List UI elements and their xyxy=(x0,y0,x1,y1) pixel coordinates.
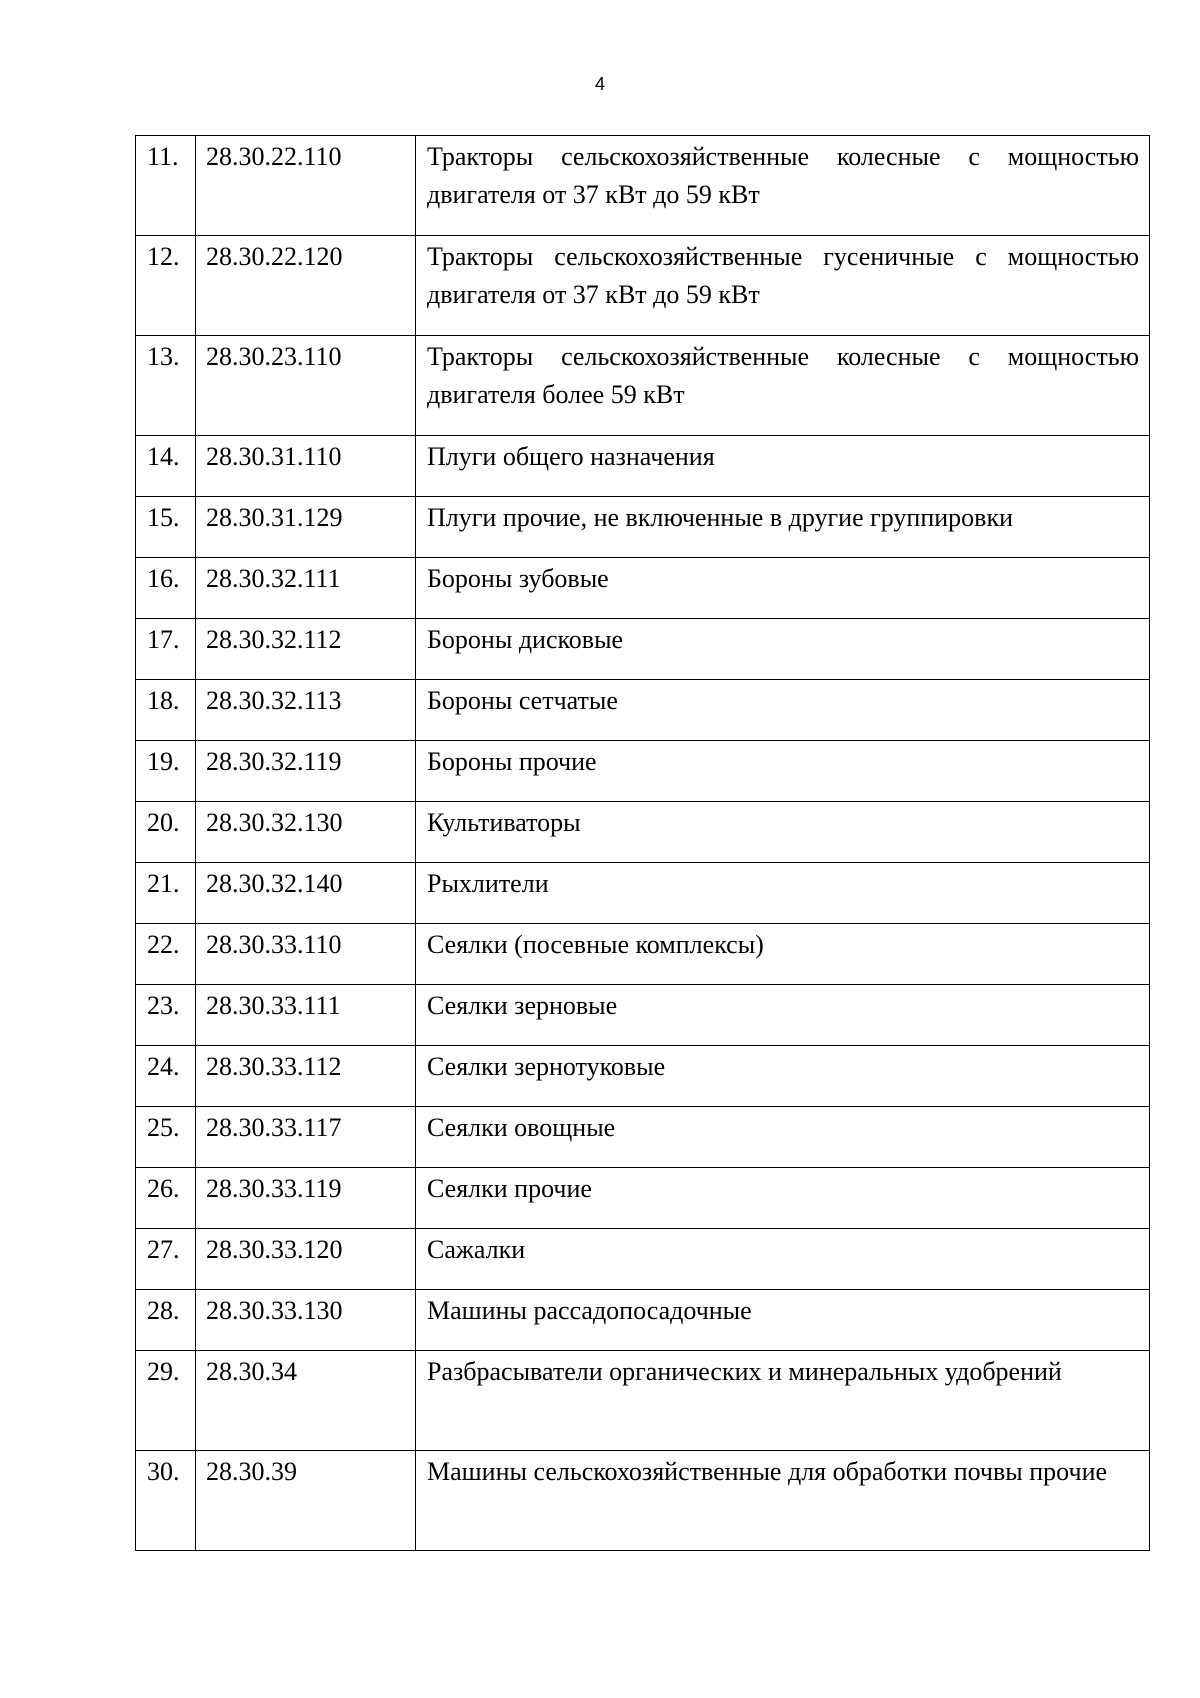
row-description: Тракторы сельскохозяйственные колесные с мощностью двигателя более 59 кВт xyxy=(416,336,1150,436)
row-code: 28.30.33.111 xyxy=(196,985,416,1046)
table-row xyxy=(136,802,1150,863)
row-description: Машины сельскохозяйственные для обработки почвы прочие xyxy=(416,1451,1150,1551)
row-number: 22. xyxy=(136,924,196,985)
table-row xyxy=(136,436,1150,497)
page-number: 4 xyxy=(594,74,605,94)
row-number: 18. xyxy=(136,680,196,741)
row-code: 28.30.33.112 xyxy=(196,1046,416,1107)
row-number: 24. xyxy=(136,1046,196,1107)
table-body xyxy=(136,136,1150,1551)
table-row xyxy=(136,619,1150,680)
row-description: Бороны зубовые xyxy=(416,558,1150,619)
row-number: 20. xyxy=(136,802,196,863)
row-code: 28.30.33.130 xyxy=(196,1290,416,1351)
row-number: 28. xyxy=(136,1290,196,1351)
row-description: Культиваторы xyxy=(416,802,1150,863)
row-number: 23. xyxy=(136,985,196,1046)
row-description: Сажалки xyxy=(416,1229,1150,1290)
row-code: 28.30.22.120 xyxy=(196,236,416,336)
row-code: 28.30.34 xyxy=(196,1351,416,1451)
table-row xyxy=(136,136,1150,236)
row-code: 28.30.32.140 xyxy=(196,863,416,924)
row-code: 28.30.33.119 xyxy=(196,1168,416,1229)
equipment-table xyxy=(135,135,1150,1551)
table-row xyxy=(136,558,1150,619)
table-row xyxy=(136,741,1150,802)
row-code: 28.30.33.110 xyxy=(196,924,416,985)
row-description: Сеялки зерновые xyxy=(416,985,1150,1046)
row-code: 28.30.32.111 xyxy=(196,558,416,619)
table-row xyxy=(136,680,1150,741)
row-description: Бороны прочие xyxy=(416,741,1150,802)
row-number: 19. xyxy=(136,741,196,802)
table-row xyxy=(136,336,1150,436)
row-code: 28.30.32.119 xyxy=(196,741,416,802)
row-code: 28.30.31.129 xyxy=(196,497,416,558)
row-number: 13. xyxy=(136,336,196,436)
row-description: Плуги прочие, не включенные в другие группировки xyxy=(416,497,1150,558)
row-code: 28.30.23.110 xyxy=(196,336,416,436)
table-row xyxy=(136,1107,1150,1168)
row-description: Сеялки овощные xyxy=(416,1107,1150,1168)
row-description: Тракторы сельскохозяйственные гусеничные с мощностью двигателя от 37 кВт до 59 кВт xyxy=(416,236,1150,336)
table-row xyxy=(136,863,1150,924)
table-row xyxy=(136,236,1150,336)
row-number: 15. xyxy=(136,497,196,558)
row-code: 28.30.32.130 xyxy=(196,802,416,863)
row-number: 12. xyxy=(136,236,196,336)
table-row xyxy=(136,1168,1150,1229)
row-code: 28.30.33.120 xyxy=(196,1229,416,1290)
row-number: 17. xyxy=(136,619,196,680)
row-description: Бороны дисковые xyxy=(416,619,1150,680)
row-number: 16. xyxy=(136,558,196,619)
row-code: 28.30.33.117 xyxy=(196,1107,416,1168)
row-description: Рыхлители xyxy=(416,863,1150,924)
table-row xyxy=(136,497,1150,558)
row-code: 28.30.32.112 xyxy=(196,619,416,680)
table-row xyxy=(136,1351,1150,1451)
table-row xyxy=(136,924,1150,985)
row-number: 30. xyxy=(136,1451,196,1551)
row-code: 28.30.39 xyxy=(196,1451,416,1551)
row-number: 11. xyxy=(136,136,196,236)
row-number: 14. xyxy=(136,436,196,497)
row-code: 28.30.22.110 xyxy=(196,136,416,236)
table-row xyxy=(136,1046,1150,1107)
table-row xyxy=(136,1229,1150,1290)
row-description: Машины рассадопосадочные xyxy=(416,1290,1150,1351)
row-number: 27. xyxy=(136,1229,196,1290)
row-description: Сеялки зернотуковые xyxy=(416,1046,1150,1107)
row-description: Плуги общего назначения xyxy=(416,436,1150,497)
row-number: 26. xyxy=(136,1168,196,1229)
row-code: 28.30.32.113 xyxy=(196,680,416,741)
table-row xyxy=(136,985,1150,1046)
row-description: Разбрасыватели органических и минеральных удобрений xyxy=(416,1351,1150,1451)
table-row xyxy=(136,1451,1150,1551)
row-description: Тракторы сельскохозяйственные колесные с мощностью двигателя от 37 кВт до 59 кВт xyxy=(416,136,1150,236)
row-code: 28.30.31.110 xyxy=(196,436,416,497)
row-description: Сеялки (посевные комплексы) xyxy=(416,924,1150,985)
row-description: Бороны сетчатые xyxy=(416,680,1150,741)
row-number: 25. xyxy=(136,1107,196,1168)
row-number: 29. xyxy=(136,1351,196,1451)
table-row xyxy=(136,1290,1150,1351)
row-number: 21. xyxy=(136,863,196,924)
row-description: Сеялки прочие xyxy=(416,1168,1150,1229)
